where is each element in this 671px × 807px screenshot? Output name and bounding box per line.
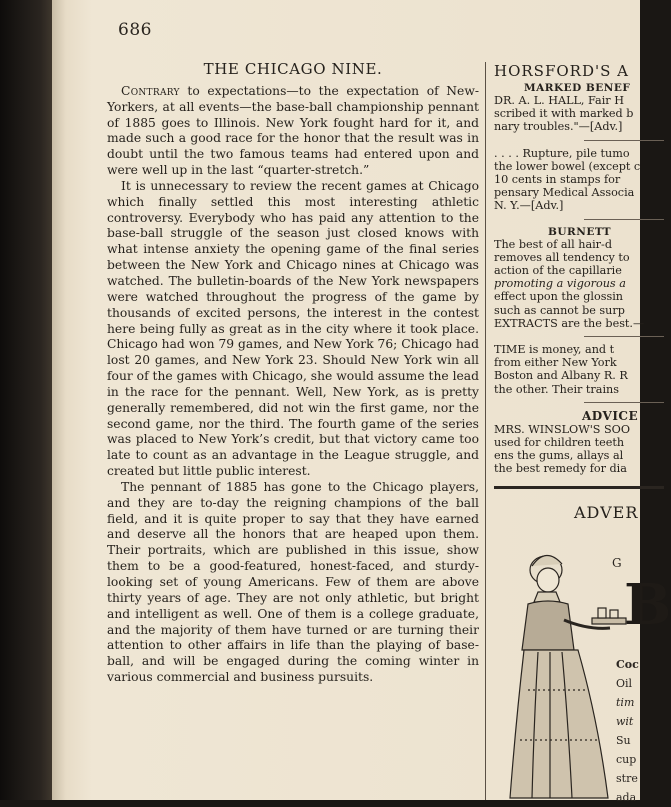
thick-rule bbox=[494, 486, 664, 489]
ad-word: tim bbox=[616, 696, 635, 709]
burnett-line: promoting a vigorous a bbox=[494, 277, 626, 291]
article-paragraph-1 bbox=[107, 84, 479, 179]
burnett-line: The best of all hair-d bbox=[494, 237, 612, 251]
ad-letter: G bbox=[612, 556, 622, 570]
horsford-subhead: MARKED BENEF bbox=[524, 82, 631, 94]
time-line: the other. Their trains bbox=[494, 382, 619, 396]
separator bbox=[584, 402, 664, 403]
horsford-line: nary troubles."—[Adv.] bbox=[494, 120, 623, 134]
burnett-line: EXTRACTS are the best.— bbox=[494, 316, 645, 330]
ad-word: Coc bbox=[616, 658, 639, 671]
column-rule bbox=[485, 62, 486, 800]
rupture-line: . . . . Rupture, pile tumo bbox=[494, 146, 630, 160]
ad-word: stre bbox=[616, 772, 638, 785]
horsford-title: HORSFORD'S A bbox=[494, 62, 629, 80]
ad-word: Oil bbox=[616, 677, 633, 690]
burnett-line: effect upon the glossin bbox=[494, 290, 623, 304]
advice-line: used for children teeth bbox=[494, 436, 625, 450]
article-paragraph-3: The pennant of 1885 has gone to the Chicago players, and they are to-day the reigning champions of the ball field, and it is quite proper to say that they have earned and deserve all the honors that are heaped upon them. Their portraits, which are published in this issue, show them to be a good-featured, honest-faced, and sturdy-looking set of young Americans. Few of them are above thirty years of age. They are not only athletic, but bright and intelligent as well. One of them is a college graduate, and the majority of them have turned or are turning their attention to other affairs in life than the playing of base-ball, and will be engaged during the coming winter in various commercial and business pursuits. bbox=[107, 479, 479, 685]
separator bbox=[584, 140, 664, 141]
rupture-line: N. Y.—[Adv.] bbox=[494, 199, 564, 213]
burnett-line: removes all tendency to bbox=[494, 250, 630, 264]
time-line: TIME is money, and t bbox=[494, 343, 615, 357]
burnett-line: such as cannot be surp bbox=[494, 303, 625, 317]
ad-big-letter: B bbox=[624, 572, 671, 638]
time-line: from either New York bbox=[494, 356, 617, 370]
ad-words bbox=[616, 655, 639, 807]
advice-line: ens the gums, allays al bbox=[494, 449, 624, 463]
ad-word: ada bbox=[616, 791, 637, 804]
burnett-line: action of the capillarie bbox=[494, 264, 622, 278]
ad-word: wit bbox=[616, 715, 634, 728]
advice-title: ADVICE bbox=[582, 408, 639, 423]
binding-shadow bbox=[0, 0, 58, 800]
article-title: THE CHICAGO NINE. bbox=[203, 60, 383, 78]
advice-line: MRS. WINSLOW'S SOO bbox=[494, 422, 631, 436]
rupture-line: pensary Medical Associa bbox=[494, 186, 635, 200]
time-line: Boston and Albany R. R bbox=[494, 369, 628, 383]
horsford-line: DR. A. L. HALL, Fair H bbox=[494, 94, 624, 107]
ad-word: cup bbox=[616, 753, 637, 766]
advert-column bbox=[494, 62, 654, 522]
rupture-line: the lower bowel (except c bbox=[494, 159, 641, 173]
page-number: 686 bbox=[118, 20, 152, 40]
separator bbox=[584, 336, 664, 337]
article-paragraph-2: It is unnecessary to review the recent games at Chicago which finally settled this most interesting athletic controversy. Everybody who has paid any attention to the base-ball struggle of the season just closed knows with what intense anxiety the opening game of the final series between the New York and Chicago nines at Chicago was watched. The bulletin-boards of the New York newspapers were watched throughout the progress of the game by thousands of excited persons, the interest in the contest here being fully as great as in the city where it took place. Chicago had won 79 games, and New York 76; Chicago had lost 20 games, and New York 23. Should New York win all four of the games with Chicago, she would assume the lead in the race for the pennant. Well, New York, as is pretty generally remembered, did not win the first game, nor the second game, nor the third. The fourth game of the series was placed to New York’s credit, but that victory came too late to count as an advantage in the League struggle, and created but little public interest. bbox=[107, 178, 479, 479]
burnett-title: BURNETT bbox=[548, 225, 612, 238]
advice-line: the best remedy for dia bbox=[494, 462, 627, 476]
rupture-line: 10 cents in stamps for bbox=[494, 173, 621, 187]
advertisements-heading: ADVER bbox=[574, 502, 639, 522]
horsford-line: scribed it with marked b bbox=[494, 107, 634, 121]
ad-word: Su bbox=[616, 734, 631, 747]
article-chicago-nine bbox=[107, 62, 479, 686]
separator bbox=[584, 219, 664, 220]
paragraph-lead-word: Contrary bbox=[121, 83, 180, 98]
paragraph-text: to expectations—to the expectation of New-Yorkers, at all events—the base-ball championship pennant of 1885 goes to Illinois. New York fought hard for it, and made such a good race for the honor that the result was in doubt until the two famous teams had entered upon and were well up in the last “quarter-stretch.” bbox=[107, 83, 479, 178]
